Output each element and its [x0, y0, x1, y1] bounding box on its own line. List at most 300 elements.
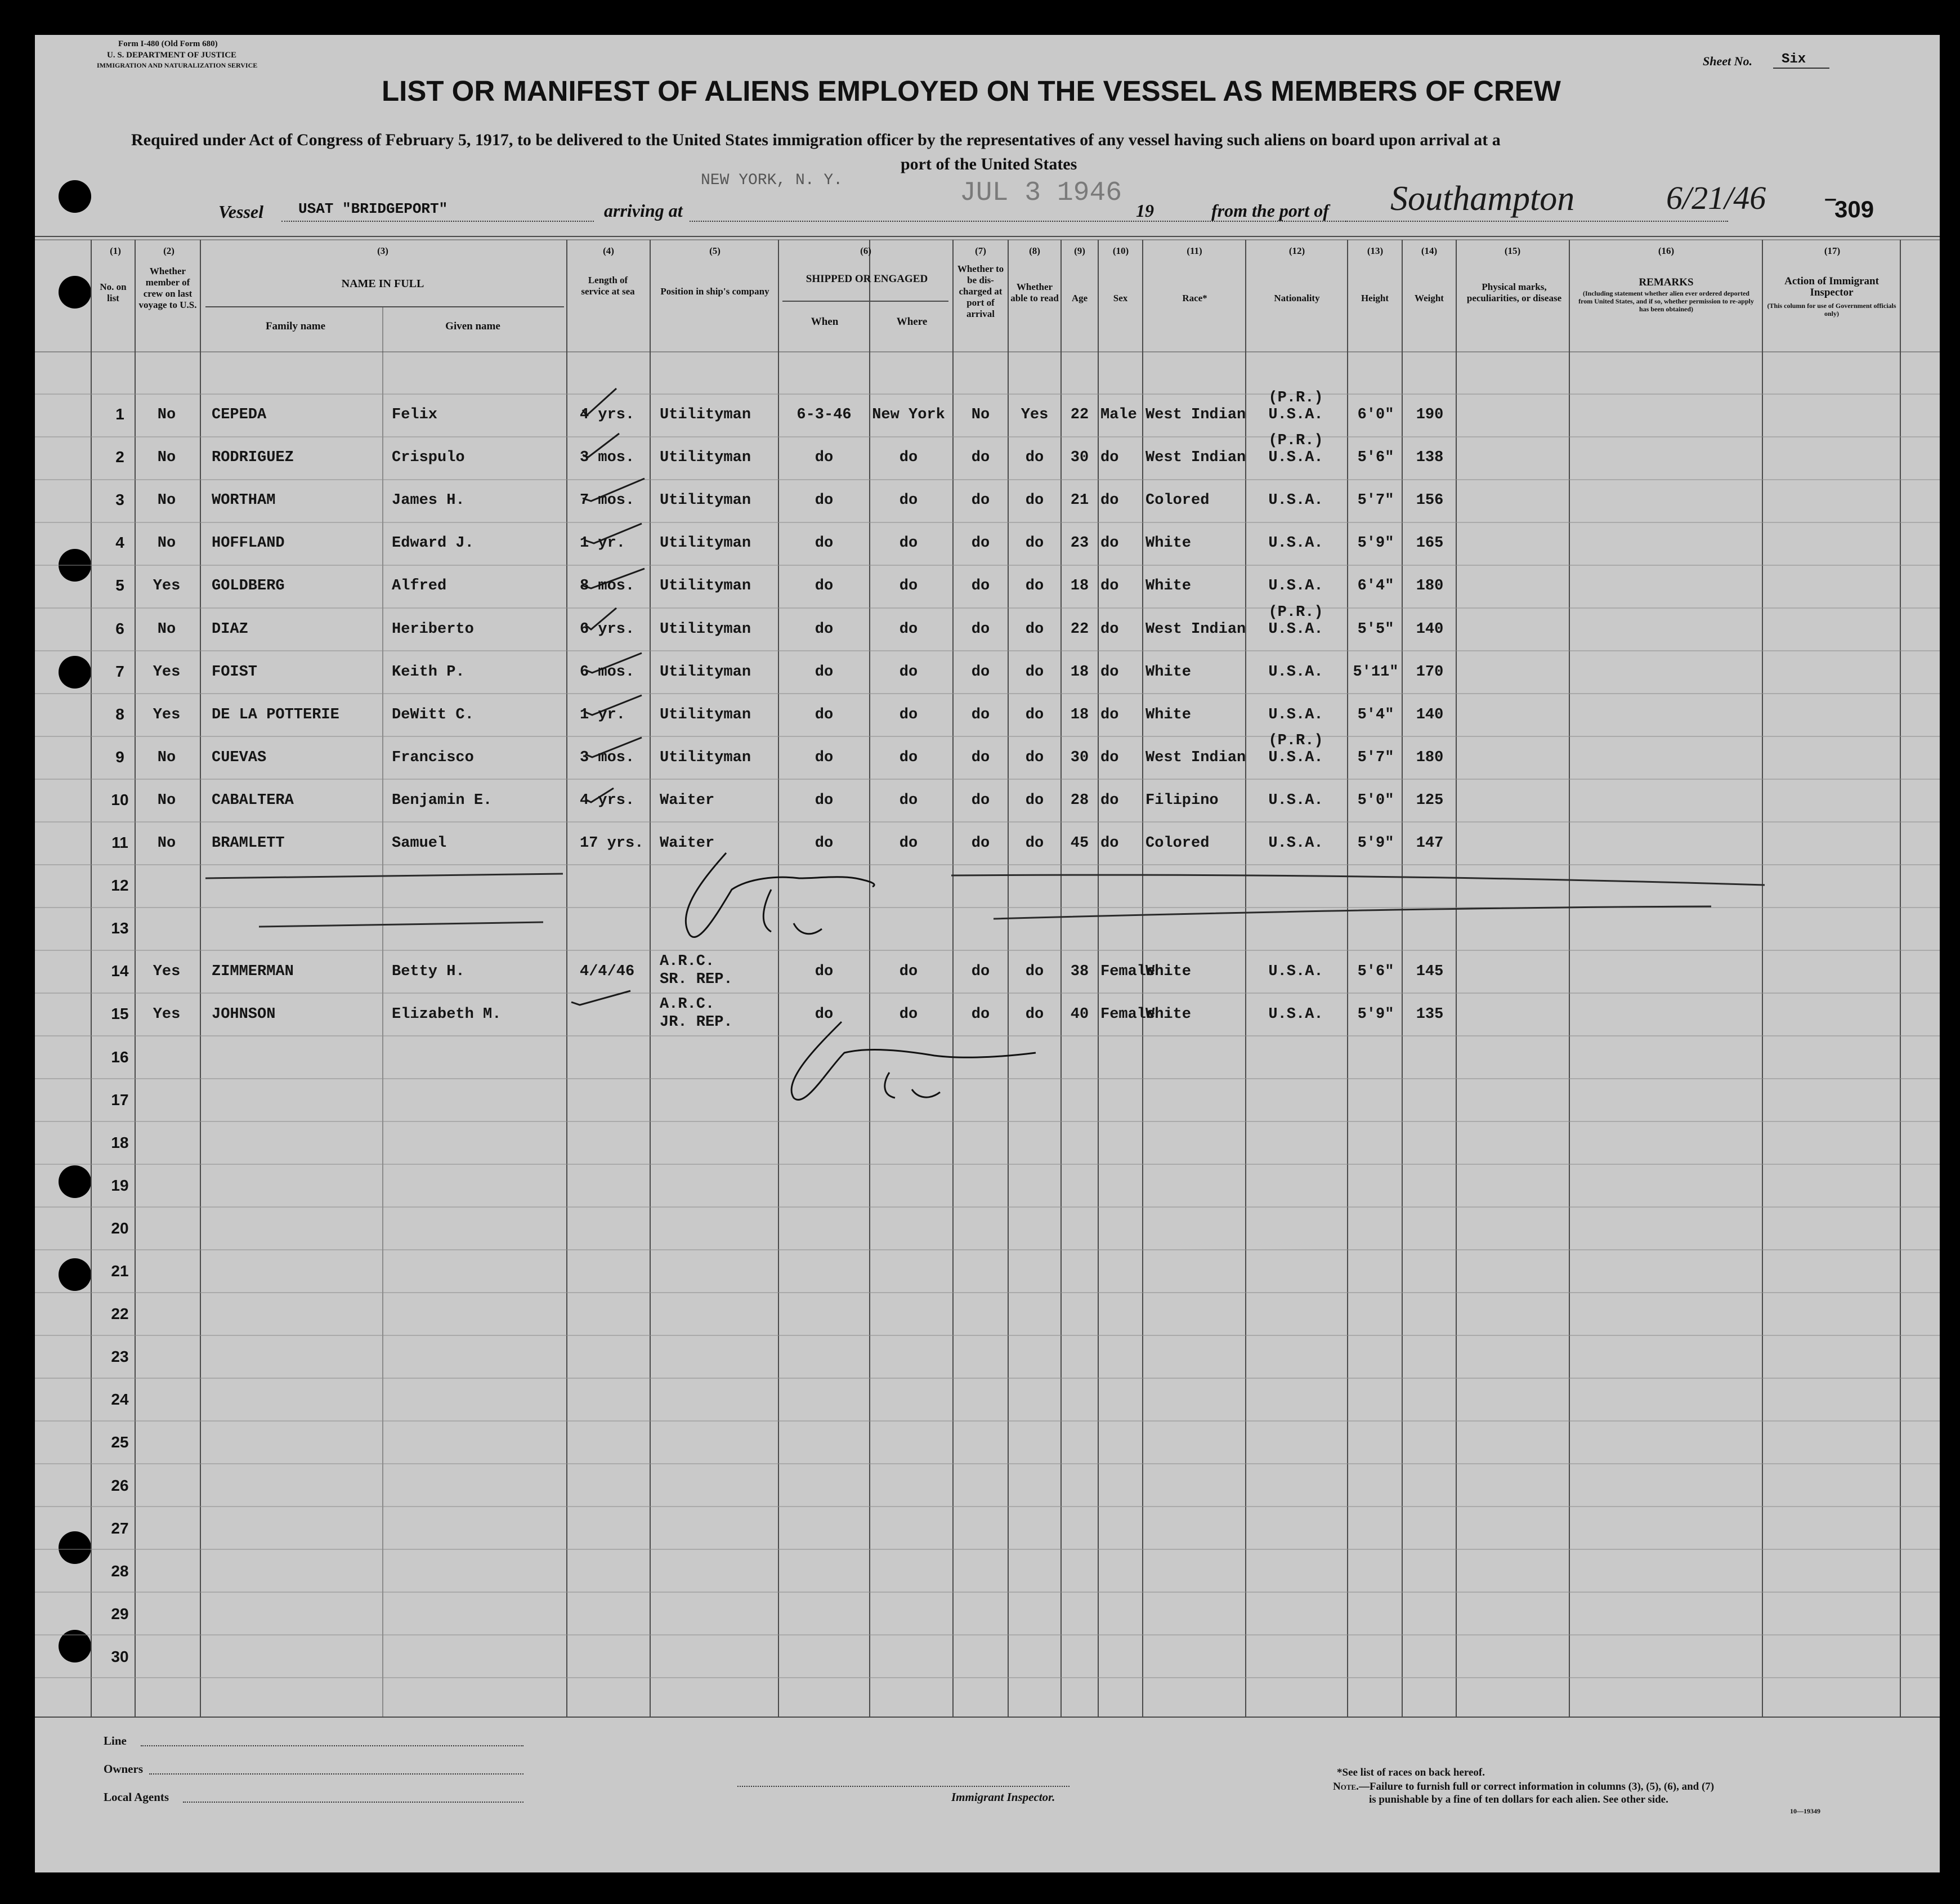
weight-cell: 125: [1416, 792, 1444, 809]
sex-cell: Female: [1100, 963, 1156, 981]
document-title: LIST OR MANIFEST OF ALIENS EMPLOYED ON THE VESSEL AS MEMBERS OF CREW: [382, 75, 1561, 107]
header-length-service: Length of service at sea: [581, 275, 635, 297]
given-name-cell: Edward J.: [392, 535, 474, 552]
discharged-cell: do: [971, 492, 990, 509]
read-cell: do: [1025, 835, 1044, 852]
row-number: 11: [111, 834, 128, 851]
where-cell: do: [899, 1006, 918, 1023]
nationality-cell: U.S.A.: [1268, 449, 1323, 467]
height-cell: 5'6": [1357, 449, 1394, 467]
header-remarks-note: (Including statement whether alien ever ordered deported from United States, and if so, whether permission to re-apply has been obtained): [1578, 289, 1754, 313]
race-cell: West Indian: [1145, 749, 1246, 766]
year-label: 19: [1136, 200, 1154, 221]
from-port-label: from the port of: [1211, 200, 1329, 221]
length-service-cell: 17 yrs.: [580, 835, 644, 852]
given-name-cell: Betty H.: [392, 963, 465, 981]
col-num: (14): [1421, 245, 1438, 256]
nationality-cell: U.S.A.: [1268, 535, 1323, 552]
inspector-underline: [737, 1786, 1070, 1787]
col-num: (11): [1187, 245, 1202, 256]
when-cell: do: [815, 620, 834, 638]
weight-cell: 190: [1416, 406, 1444, 423]
prev-voyage-cell: No: [157, 449, 176, 467]
col-num: (12): [1288, 245, 1305, 256]
row-number: 19: [111, 1176, 129, 1194]
col-num: (16): [1658, 245, 1675, 256]
row-number: 10: [111, 790, 129, 808]
length-service-cell: 4 yrs.: [580, 792, 635, 809]
position-cell: Utilityman: [660, 406, 751, 423]
sex-cell: do: [1100, 749, 1119, 766]
nationality-cell: U.S.A.: [1268, 406, 1323, 423]
where-cell: New York: [872, 406, 945, 423]
height-cell: 5'11": [1353, 663, 1399, 681]
row-number: 24: [111, 1391, 129, 1409]
vessel-name: USAT "BRIDGEPORT": [298, 200, 448, 217]
when-cell: do: [815, 749, 834, 766]
race-cell: Colored: [1145, 492, 1210, 509]
header-weight: Weight: [1415, 293, 1444, 303]
age-cell: 18: [1070, 706, 1089, 723]
col-num: (13): [1367, 245, 1384, 256]
row-number: 22: [111, 1305, 129, 1323]
subtitle-line-2: port of the United States: [901, 155, 1077, 173]
sex-cell: Male: [1100, 406, 1137, 423]
discharged-cell: do: [971, 578, 990, 595]
row-number: 18: [111, 1133, 129, 1151]
header-position: Position in ship's company: [660, 286, 769, 297]
given-name-cell: Felix: [392, 406, 438, 423]
when-cell: do: [815, 792, 834, 809]
col-num: (1): [110, 245, 121, 256]
read-cell: Yes: [1021, 406, 1049, 423]
col-num: (17): [1824, 245, 1841, 256]
prev-voyage-cell: No: [157, 535, 176, 552]
page-reference: ‾309: [1827, 196, 1874, 222]
agents-underline: [183, 1802, 523, 1803]
row-number: 26: [111, 1476, 129, 1494]
length-service-cell: 4/4/46: [580, 963, 635, 981]
nationality-cell: U.S.A.: [1268, 578, 1323, 595]
nationality-cell: U.S.A.: [1268, 963, 1323, 981]
race-cell: Colored: [1145, 835, 1210, 852]
col-num: (10): [1112, 245, 1129, 256]
age-cell: 28: [1070, 792, 1089, 809]
where-cell: do: [899, 620, 918, 638]
col-num: (2): [163, 245, 174, 256]
weight-cell: 165: [1416, 535, 1444, 552]
sex-cell: do: [1100, 706, 1119, 723]
when-cell: do: [815, 663, 834, 681]
race-cell: West Indian: [1145, 449, 1246, 467]
family-name-cell: CUEVAS: [212, 749, 267, 766]
age-cell: 22: [1070, 620, 1089, 638]
col-num: (9): [1074, 245, 1085, 256]
nationality-cell: U.S.A.: [1268, 663, 1323, 681]
sex-cell: do: [1100, 449, 1119, 467]
sex-cell: do: [1100, 620, 1119, 638]
owners-label: Owners: [104, 1762, 143, 1776]
header-family-name: Family name: [265, 320, 326, 332]
height-cell: 5'9": [1357, 835, 1394, 852]
weight-cell: 147: [1416, 835, 1444, 852]
sex-cell: do: [1100, 792, 1119, 809]
where-cell: do: [899, 706, 918, 723]
header-race: Race*: [1182, 293, 1207, 303]
col-num: (7): [975, 245, 986, 256]
position-cell: Utilityman: [660, 535, 751, 552]
height-cell: 5'9": [1357, 535, 1394, 552]
nationality-cell: U.S.A.: [1268, 835, 1323, 852]
col-num: (3): [377, 245, 388, 256]
header-nationality: Nationality: [1274, 293, 1320, 303]
from-port-handwritten: Southampton: [1390, 180, 1575, 218]
height-cell: 6'4": [1357, 578, 1394, 595]
given-name-cell: DeWitt C.: [392, 706, 474, 723]
age-cell: 23: [1070, 535, 1089, 552]
row-number: 16: [111, 1048, 129, 1066]
header-name-in-full: NAME IN FULL: [341, 278, 424, 290]
family-name-cell: DIAZ: [212, 620, 248, 638]
row-number: 12: [111, 877, 129, 895]
service: IMMIGRATION AND NATURALIZATION SERVICE: [97, 61, 258, 69]
row-number: 2: [115, 448, 124, 466]
height-cell: 5'7": [1357, 492, 1394, 509]
length-service-cell: 3 mos.: [580, 449, 635, 467]
height-cell: 5'9": [1357, 1006, 1394, 1023]
age-cell: 38: [1070, 963, 1089, 981]
length-service-cell: 1 yr.: [580, 535, 626, 552]
nationality-prefix: (P.R.): [1268, 604, 1323, 621]
weight-cell: 180: [1416, 578, 1444, 595]
header-height: Height: [1361, 293, 1389, 303]
age-cell: 22: [1070, 406, 1089, 423]
vessel-label: Vessel: [218, 202, 263, 222]
given-name-cell: Keith P.: [392, 663, 465, 681]
nationality-prefix: (P.R.): [1268, 432, 1323, 450]
row-number: 17: [111, 1090, 129, 1109]
discharged-cell: do: [971, 706, 990, 723]
weight-cell: 140: [1416, 620, 1444, 638]
nationality-cell: U.S.A.: [1268, 792, 1323, 809]
race-cell: White: [1145, 535, 1192, 552]
position-cell: Utilityman: [660, 449, 751, 467]
col-num: (6): [860, 245, 871, 256]
nationality-prefix: (P.R.): [1268, 732, 1323, 749]
when-cell: do: [815, 706, 834, 723]
penalty-note-2: is punishable by a fine of ten dollars for each alien. See other side.: [1369, 1794, 1668, 1805]
header-discharged: Whether to be dis-charged at port of arrival: [957, 263, 1004, 319]
race-cell: White: [1145, 1006, 1192, 1023]
header-no: No. on list: [100, 281, 127, 303]
race-cell: Filipino: [1145, 792, 1219, 809]
col-num: (8): [1029, 245, 1040, 256]
row-number: 23: [111, 1348, 129, 1366]
arriving-port: NEW YORK, N. Y.: [701, 172, 843, 189]
header-read: Whether able to read: [1010, 281, 1059, 303]
family-name-cell: WORTHAM: [212, 492, 276, 509]
sex-cell: Female: [1100, 1006, 1156, 1023]
position-cell: A.R.C.: [660, 996, 715, 1013]
height-cell: 6'0": [1357, 406, 1394, 423]
family-name-cell: JOHNSON: [212, 1006, 276, 1023]
where-cell: do: [899, 792, 918, 809]
length-service-cell: 6 mos.: [580, 663, 635, 681]
header-age: Age: [1071, 293, 1088, 303]
position-cell: Utilityman: [660, 620, 751, 638]
form-number: Form I-480 (Old Form 680): [118, 39, 218, 48]
discharged-cell: do: [971, 835, 990, 852]
prev-voyage-cell: Yes: [153, 963, 181, 981]
given-name-cell: Alfred: [392, 578, 447, 595]
col-num: (4): [603, 245, 614, 256]
sex-cell: do: [1100, 663, 1119, 681]
subtitle-line-1: Required under Act of Congress of February 5, 1917, to be delivered to the United States immigration officer by the representatives of any vessel having such aliens on board upon arrival at a: [131, 131, 1501, 149]
length-service-cell: 1 yr.: [580, 706, 626, 723]
race-cell: White: [1145, 663, 1192, 681]
weight-cell: 156: [1416, 492, 1444, 509]
header-where: Where: [896, 316, 928, 328]
discharged-cell: do: [971, 535, 990, 552]
row-number: 15: [111, 1005, 129, 1023]
prev-voyage-cell: Yes: [153, 663, 181, 681]
prev-voyage-cell: Yes: [153, 578, 181, 595]
row-number: 3: [115, 491, 124, 509]
read-cell: do: [1025, 963, 1044, 981]
header-given-name: Given name: [445, 320, 500, 332]
department: U. S. DEPARTMENT OF JUSTICE: [107, 51, 237, 60]
weight-cell: 140: [1416, 706, 1444, 723]
prev-voyage-cell: No: [157, 792, 176, 809]
when-cell: do: [815, 835, 834, 852]
length-service-cell: 4 yrs.: [580, 406, 635, 423]
discharged-cell: do: [971, 620, 990, 638]
row-number: 29: [111, 1604, 129, 1623]
race-cell: West Indian: [1145, 406, 1246, 423]
age-cell: 30: [1070, 749, 1089, 766]
row-number: 9: [115, 748, 124, 766]
form-code: 10—19349: [1790, 1807, 1820, 1815]
col-num: (15): [1504, 245, 1521, 256]
nationality-cell: U.S.A.: [1268, 1006, 1323, 1023]
discharged-cell: do: [971, 1006, 990, 1023]
header-when: When: [811, 316, 839, 328]
nationality-cell: U.S.A.: [1268, 492, 1323, 509]
nationality-prefix: (P.R.): [1268, 390, 1323, 406]
position-cell: Waiter: [660, 835, 715, 852]
nationality-cell: U.S.A.: [1268, 706, 1323, 723]
row-number: 25: [111, 1433, 129, 1451]
position-cell: Utilityman: [660, 492, 751, 509]
length-service-cell: 8 mos.: [580, 578, 635, 595]
row-number: 21: [111, 1262, 129, 1280]
height-cell: 5'0": [1357, 792, 1394, 809]
line-underline: [141, 1745, 523, 1746]
read-cell: do: [1025, 492, 1044, 509]
where-cell: do: [899, 963, 918, 981]
penalty-note: [1333, 1781, 1714, 1793]
row-number: 27: [111, 1519, 129, 1537]
length-service-cell: 3 mos.: [580, 749, 635, 766]
discharged-cell: No: [971, 406, 990, 423]
where-cell: do: [899, 535, 918, 552]
header-remarks: REMARKS: [1639, 276, 1694, 288]
discharged-cell: do: [971, 792, 990, 809]
read-cell: do: [1025, 706, 1044, 723]
row-number: 13: [111, 919, 129, 937]
family-name-cell: ZIMMERMAN: [212, 963, 294, 981]
prev-voyage-cell: No: [157, 835, 176, 852]
where-cell: do: [899, 663, 918, 681]
family-name-cell: RODRIGUEZ: [212, 449, 294, 467]
weight-cell: 170: [1416, 663, 1444, 681]
when-cell: do: [815, 578, 834, 595]
given-name-cell: Heriberto: [392, 620, 474, 638]
where-cell: do: [899, 492, 918, 509]
read-cell: do: [1025, 749, 1044, 766]
position-cell: Utilityman: [660, 749, 751, 766]
row-number: 8: [115, 705, 124, 723]
sex-cell: do: [1100, 835, 1119, 852]
sheet-label: Sheet No.: [1703, 54, 1752, 68]
where-cell: do: [899, 835, 918, 852]
prev-voyage-cell: Yes: [153, 706, 181, 723]
family-name-cell: CEPEDA: [212, 406, 267, 423]
header-action: Action of Immigrant Inspector: [1784, 275, 1879, 298]
height-cell: 5'5": [1357, 620, 1394, 638]
prev-voyage-cell: Yes: [153, 1006, 181, 1023]
row-number: 30: [111, 1647, 129, 1665]
read-cell: do: [1025, 663, 1044, 681]
race-cell: West Indian: [1145, 620, 1246, 638]
read-cell: do: [1025, 792, 1044, 809]
note-label: Note.: [1333, 1781, 1359, 1793]
weight-cell: 180: [1416, 749, 1444, 766]
row-number: 5: [115, 576, 124, 595]
owners-underline: [149, 1773, 523, 1775]
race-cell: White: [1145, 706, 1192, 723]
length-service-cell: 7 mos.: [580, 492, 635, 509]
weight-cell: 135: [1416, 1006, 1444, 1023]
inspector-label: Immigrant Inspector.: [951, 1790, 1055, 1804]
arrival-date-stamp: JUL 3 1946: [960, 178, 1122, 208]
race-cell: White: [1145, 578, 1192, 595]
given-name-cell: Crispulo: [392, 449, 465, 467]
sheet-number: Six: [1782, 52, 1806, 67]
when-cell: do: [815, 492, 834, 509]
family-name-cell: DE LA POTTERIE: [212, 706, 339, 723]
family-name-cell: BRAMLETT: [212, 835, 285, 852]
given-name-cell: James H.: [392, 492, 465, 509]
discharged-cell: do: [971, 449, 990, 467]
sex-cell: do: [1100, 578, 1119, 595]
row-number: 14: [111, 962, 129, 980]
position-cell: Utilityman: [660, 578, 751, 595]
discharged-cell: do: [971, 963, 990, 981]
discharged-cell: do: [971, 749, 990, 766]
prev-voyage-cell: No: [157, 749, 176, 766]
age-cell: 30: [1070, 449, 1089, 467]
sex-cell: do: [1100, 535, 1119, 552]
family-name-cell: FOIST: [212, 663, 258, 681]
row-number: 6: [115, 619, 124, 637]
col-num: (5): [709, 245, 721, 256]
row-number: 1: [115, 405, 124, 423]
height-cell: 5'7": [1357, 749, 1394, 766]
family-name-cell: HOFFLAND: [212, 535, 285, 552]
local-agents-label: Local Agents: [104, 1790, 169, 1804]
height-cell: 5'6": [1357, 963, 1394, 981]
position-cell-line2: JR. REP.: [660, 1014, 733, 1031]
from-date-handwritten: 6/21/46: [1666, 180, 1766, 216]
position-cell: A.R.C.: [660, 953, 715, 971]
read-cell: do: [1025, 1006, 1044, 1023]
when-cell: do: [815, 449, 834, 467]
sex-cell: do: [1100, 492, 1119, 509]
when-cell: 6-3-46: [796, 406, 852, 423]
header-action-note: (This column for use of Government officials only): [1767, 302, 1896, 318]
family-name-cell: CABALTERA: [212, 792, 294, 809]
prev-voyage-cell: No: [157, 406, 176, 423]
header-sex: Sex: [1113, 293, 1128, 303]
height-cell: 5'4": [1357, 706, 1394, 723]
age-cell: 18: [1070, 663, 1089, 681]
line-label: Line: [104, 1734, 127, 1747]
read-cell: do: [1025, 449, 1044, 467]
position-cell-line2: SR. REP.: [660, 971, 733, 989]
weight-cell: 138: [1416, 449, 1444, 467]
discharged-cell: do: [971, 663, 990, 681]
read-cell: do: [1025, 578, 1044, 595]
races-note: *See list of races on back hereof.: [1337, 1767, 1485, 1778]
arriving-label: arriving at: [604, 200, 683, 221]
position-cell: Utilityman: [660, 663, 751, 681]
age-cell: 45: [1070, 835, 1089, 852]
prev-voyage-cell: No: [157, 492, 176, 509]
row-number: 28: [111, 1562, 129, 1580]
length-service-cell: 6 yrs.: [580, 620, 635, 638]
prev-voyage-cell: No: [157, 620, 176, 638]
header-physical: Physical marks, peculiarities, or disease: [1466, 281, 1562, 303]
age-cell: 21: [1070, 492, 1089, 509]
age-cell: 18: [1070, 578, 1089, 595]
weight-cell: 145: [1416, 963, 1444, 981]
when-cell: do: [815, 963, 834, 981]
read-cell: do: [1025, 620, 1044, 638]
race-cell: White: [1145, 963, 1192, 981]
when-cell: do: [815, 535, 834, 552]
given-name-cell: Francisco: [392, 749, 474, 766]
read-cell: do: [1025, 535, 1044, 552]
row-number: 7: [115, 662, 124, 680]
row-number: 4: [115, 534, 124, 552]
when-cell: do: [815, 1006, 834, 1023]
where-cell: do: [899, 749, 918, 766]
position-cell: Waiter: [660, 792, 715, 809]
header-shipped: SHIPPED OR ENGAGED: [806, 273, 928, 285]
header-prev-voyage: Whether member of crew on last voyage to U.S.: [138, 266, 197, 310]
family-name-cell: GOLDBERG: [212, 578, 285, 595]
where-cell: do: [899, 578, 918, 595]
nationality-cell: U.S.A.: [1268, 620, 1323, 638]
page-reference-number: 309: [1834, 196, 1874, 222]
given-name-cell: Samuel: [392, 835, 447, 852]
where-cell: do: [899, 449, 918, 467]
nationality-cell: U.S.A.: [1268, 749, 1323, 766]
row-number: 20: [111, 1219, 129, 1237]
position-cell: Utilityman: [660, 706, 751, 723]
given-name-cell: Benjamin E.: [392, 792, 493, 809]
